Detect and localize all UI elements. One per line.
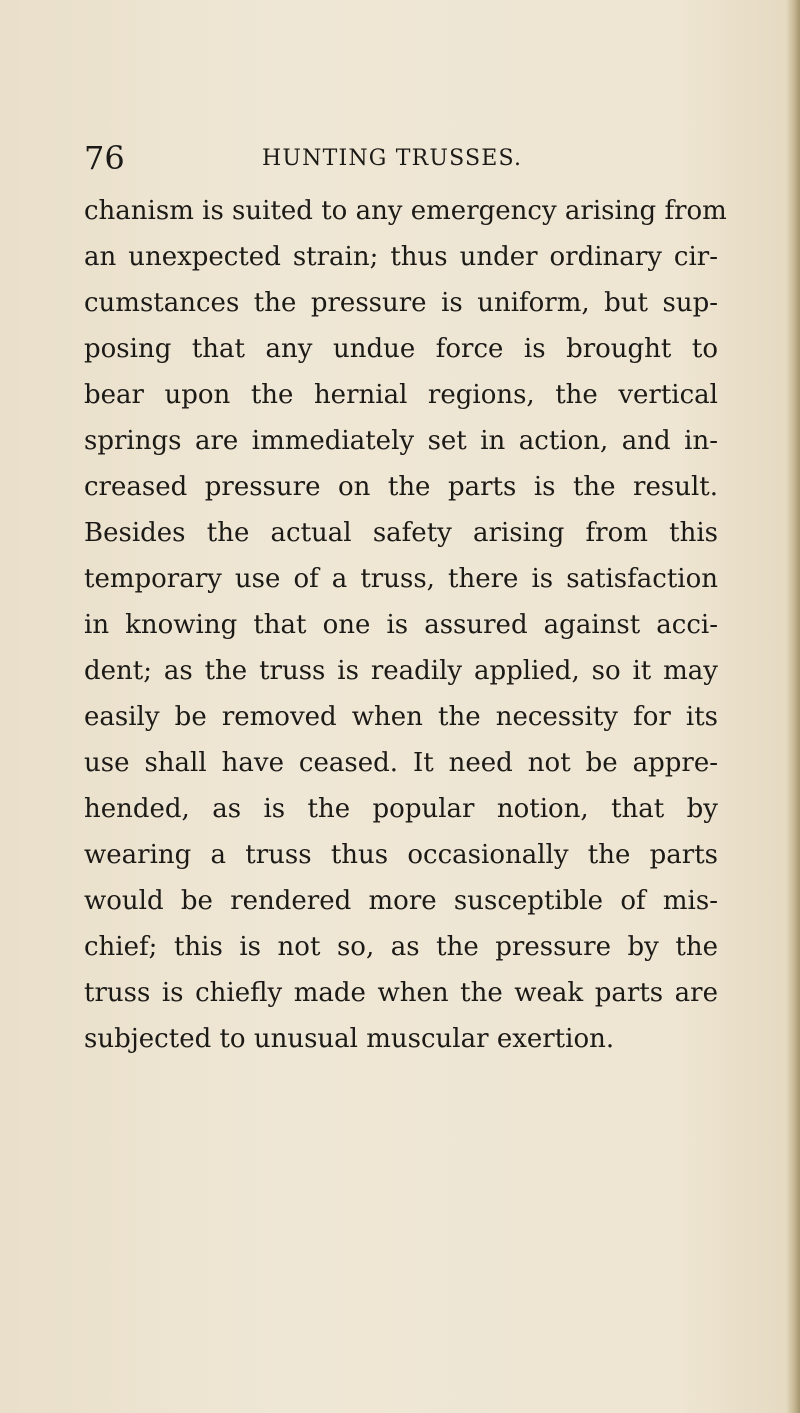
text-line: wearing a truss thus occasionally the parts	[84, 840, 718, 870]
text-line: easily be removed when the necessity for its	[84, 702, 718, 732]
text-line: chief; this is not so, as the pressure by the	[84, 932, 718, 962]
text-line: truss is chiefly made when the weak parts are	[84, 978, 718, 1008]
text-line: creased pressure on the parts is the result.	[84, 472, 718, 502]
text-line: cumstances the pressure is uniform, but sup-	[84, 288, 718, 318]
text-line: use shall have ceased. It need not be appre-	[84, 748, 718, 778]
text-line: bear upon the hernial regions, the vertical	[84, 380, 718, 410]
running-head	[84, 138, 718, 178]
text-line: would be rendered more susceptible of mis-	[84, 886, 718, 916]
text-line: temporary use of a truss, there is satisfaction	[84, 564, 718, 594]
page-edge-shadow	[786, 0, 800, 1413]
body-paragraph	[84, 188, 727, 1062]
text-line: dent; as the truss is readily applied, so it may	[84, 656, 718, 686]
text-line: hended, as is the popular notion, that by	[84, 794, 718, 824]
text-line: posing that any undue force is brought to	[84, 334, 718, 364]
text-line: an unexpected strain; thus under ordinary cir-	[84, 242, 718, 272]
text-line: in knowing that one is assured against acci-	[84, 610, 718, 640]
text-line: springs are immediately set in action, and in-	[84, 426, 718, 456]
page-number: 76	[84, 139, 125, 177]
running-head-title: HUNTING TRUSSES.	[262, 146, 523, 171]
text-line: chanism is suited to any emergency arising from	[84, 196, 727, 226]
text-line: Besides the actual safety arising from this	[84, 518, 718, 548]
text-line: subjected to unusual muscular exertion.	[84, 1024, 615, 1054]
